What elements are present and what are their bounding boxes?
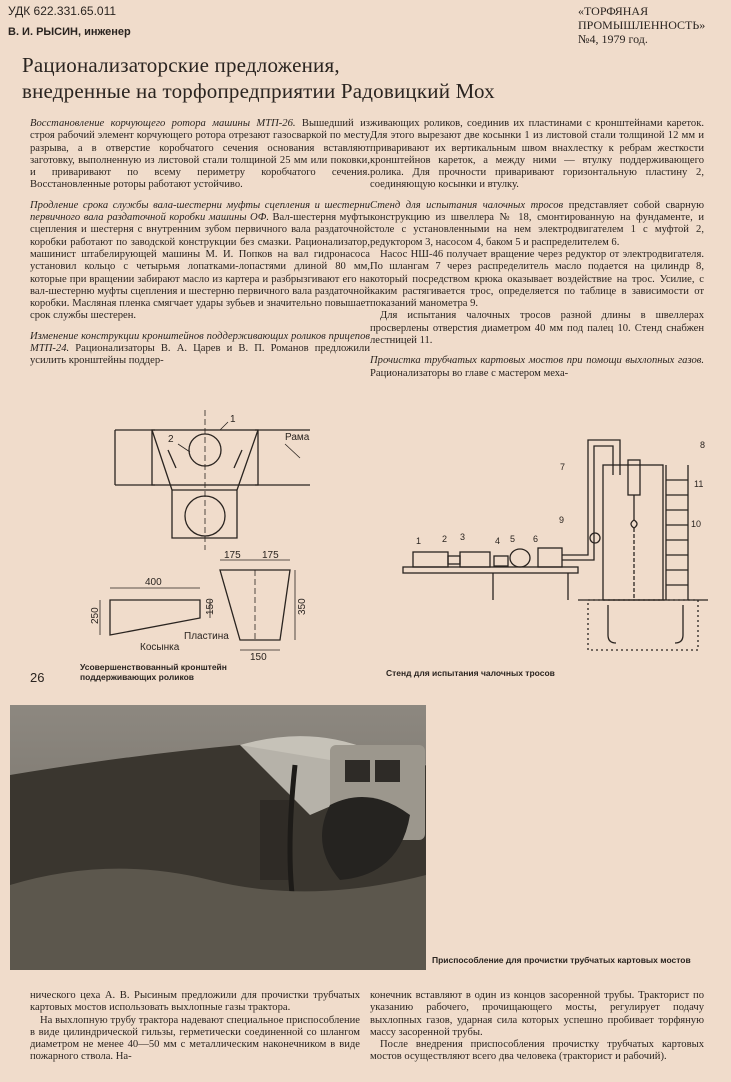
fig2-label-7: 7: [560, 462, 566, 472]
fig2-label-2: 2: [442, 534, 448, 544]
text-column-right: [370, 118, 704, 380]
body-rotor: Вышедший из строя рабочий элемент корчующего ротора отрезают газосваркой по месту разрыва, а в отверстие коробчатого сечения основания вставляют заготовку, выполненную из листовой стали толщиной 25 мм или поковки, и приваривают по всему периметру коробчатого сечения. Восстановленные роторы работают устойчиво.: [30, 118, 370, 191]
fig1-label-plastina: Пластина: [184, 631, 229, 642]
manometer-circle: [590, 533, 600, 543]
fig2-label-4: 4: [495, 536, 501, 546]
photo-illustration: [10, 705, 426, 970]
bottom-text-left: [30, 990, 360, 1064]
body-shaft: Вал-шестерня муфты сцепления и шестерня с внутренним зубом первичного вала раздаточной коробки работают по заводской конструкции без смазки. Рационализатор, машинист штабелирующей машины М. И. Попков на вал гидронасоса установил кольцо с четырьмя лопатками-лопастями длиной 80 мм, которые при вращении забирают масло из картера и разбрызгивают его на вал-шестерню муфты сцепления и шестерню первичного вала раздаточной коробки. Масляная пленка смягчает удары зубьев и значительно повышает срок службы шестерен.: [30, 212, 370, 322]
fig1-label-kosynka: Косынка: [140, 642, 180, 653]
fig1-dim-150a: 150: [205, 598, 216, 615]
body-bridges: Рационализаторы во главе с мастером меха-: [370, 367, 569, 379]
test-stand-drawing: [398, 430, 713, 655]
fig2-label-11: 11: [694, 479, 704, 489]
fig2-label-1: 1: [416, 536, 422, 546]
journal-reference: [578, 4, 705, 46]
bottom-right-p1: конечник вставляют в один из концов засоренной трубы. Тракторист по указанию рабочего, прочищающего мосты, регулирует подачу выхлопных газов, ударная сила которых успешно пробивает торфяную массу засоренной трубы.: [370, 990, 704, 1038]
body-stand: представляет собой сварную конструкцию из швеллера № 18, смонтированную на фундаменте, и столе с установленными на нем электродвигателем 1 с муфтой 2, редуктором 3, насосом 4, баком 5 и распределителем 6.: [370, 199, 705, 248]
fig1-dim-350: 350: [297, 598, 308, 615]
paragraph-pump: Насос НШ-46 получает вращение через редуктор от электродвигателя. По шлангам 7 через распределитель масло подается на цилиндр 8, который посредством крюка оказывает воздействие на трос. Усилие, с каким растягивается трос, определяется по таблице в зависимости от показаний манометра 9.: [370, 248, 704, 310]
journal-issue: №4, 1979 год.: [578, 32, 648, 46]
fig1-label-1: 1: [230, 414, 236, 425]
fig2-label-5: 5: [510, 534, 516, 544]
figure1-caption: Усовершенствованный кронштейн поддерживающих роликов: [80, 662, 227, 682]
bottom-left-p1: нического цеха А. В. Рысиным предложили для прочистки трубчатых картовых мостов использовать выхлопные газы трактора.: [30, 990, 360, 1014]
fig1-dim-150b: 150: [250, 652, 267, 660]
paragraph-stand: [370, 200, 704, 249]
bottom-right-p2: После внедрения приспособления прочистку трубчатых картовых мостов осуществляют всего два человека (тракторист и рабочий).: [370, 1039, 704, 1063]
motor-shape: [413, 552, 448, 567]
worker-figure: [260, 800, 290, 880]
udk-code: УДК 622.331.65.011: [8, 4, 117, 18]
title-line-1: Рационализаторские предложения,: [22, 53, 340, 77]
body-brackets: Рационализаторы В. А. Царев и В. П. Романов предложили усилить кронштейны поддер-: [30, 343, 370, 367]
text-column-left: [30, 118, 370, 368]
heading-bridges: Прочистка трубчатых картовых мостов при помощи выхлопных газов.: [370, 355, 704, 367]
page-number: 26: [30, 670, 45, 685]
journal-name-line1: «ТОРФЯНАЯ: [578, 4, 649, 18]
paragraph-bridges: [370, 355, 704, 380]
fig1-label-rama: Рама: [285, 432, 310, 443]
distributor-shape: [538, 548, 562, 567]
fig1-dim-175a: 175: [224, 550, 241, 561]
author-byline: В. И. РЫСИН, инженер: [8, 26, 131, 38]
fig2-label-3: 3: [460, 532, 466, 542]
fig1-dim-250: 250: [90, 607, 101, 624]
article-title: [22, 52, 495, 104]
bottom-text-right: [370, 990, 704, 1064]
table-top: [403, 567, 578, 573]
paragraph-brackets-cont: живающих роликов, соединив их пластинами с кронштейнами кареток. Для этого вырезают две косынки 1 из листовой стали толщиной 12 мм и приваривают их вертикальным швом внахлестку к ребрам жесткости кронштейнов кареток, а между ними — втулку поддерживающего ролика. Для прочности приваривают горизонтальную пластину 2, соединяющую косынки и втулку.: [370, 118, 704, 191]
paragraph-holes: Для испытания чалочных тросов разной длины в швеллерах просверлены отверстия диаметром 40 мм под палец 10. Стенд снабжен лестницей 11.: [370, 310, 704, 347]
fig1-dim-400: 400: [145, 577, 162, 588]
paragraph-brackets: [30, 331, 370, 368]
tank-shape: [510, 549, 530, 567]
journal-name-line2: ПРОМЫШЛЕННОСТЬ»: [578, 18, 706, 32]
photo-caption: Приспособление для прочистки трубчатых картовых мостов: [432, 955, 691, 965]
fig2-label-6: 6: [533, 534, 539, 544]
paragraph-rotor: [30, 118, 370, 192]
heading-stand: Стенд для испытания чалочных тросов: [370, 199, 564, 211]
figure2-caption: Стенд для испытания чалочных тросов: [386, 668, 555, 678]
fig2-label-10: 10: [691, 519, 702, 529]
fig2-label-8: 8: [700, 440, 706, 450]
title-line-2: внедренные на торфопредприятии Радовицкий Мох: [22, 79, 495, 103]
tractor-photo: [10, 705, 426, 970]
bottom-left-p2: На выхлопную трубу трактора надевают специальное приспособление в виде цилиндрической гильзы, герметически соединенной со шлангом диаметром не менее 40—50 мм с металлическим наконечником в виде пожарного ствола. На-: [30, 1014, 360, 1063]
heading-rotor: Восстановление корчующего ротора машины МТП-26.: [30, 118, 296, 129]
heading-brackets: Изменение конструкции кронштейнов поддерживающих роликов прицепов МТП-24.: [30, 330, 370, 355]
bracket-drawing: [80, 410, 380, 660]
paragraph-shaft: [30, 200, 370, 323]
kosynka-shape: [110, 600, 200, 635]
heading-shaft: Продление срока службы вала-шестерни муфты сцепления и шестерни первичного вала раздаточной коробки машины ОФ.: [30, 199, 370, 224]
fig1-label-2: 2: [168, 434, 174, 445]
fig2-label-9: 9: [559, 515, 565, 525]
fig1-dim-175b: 175: [262, 550, 279, 561]
